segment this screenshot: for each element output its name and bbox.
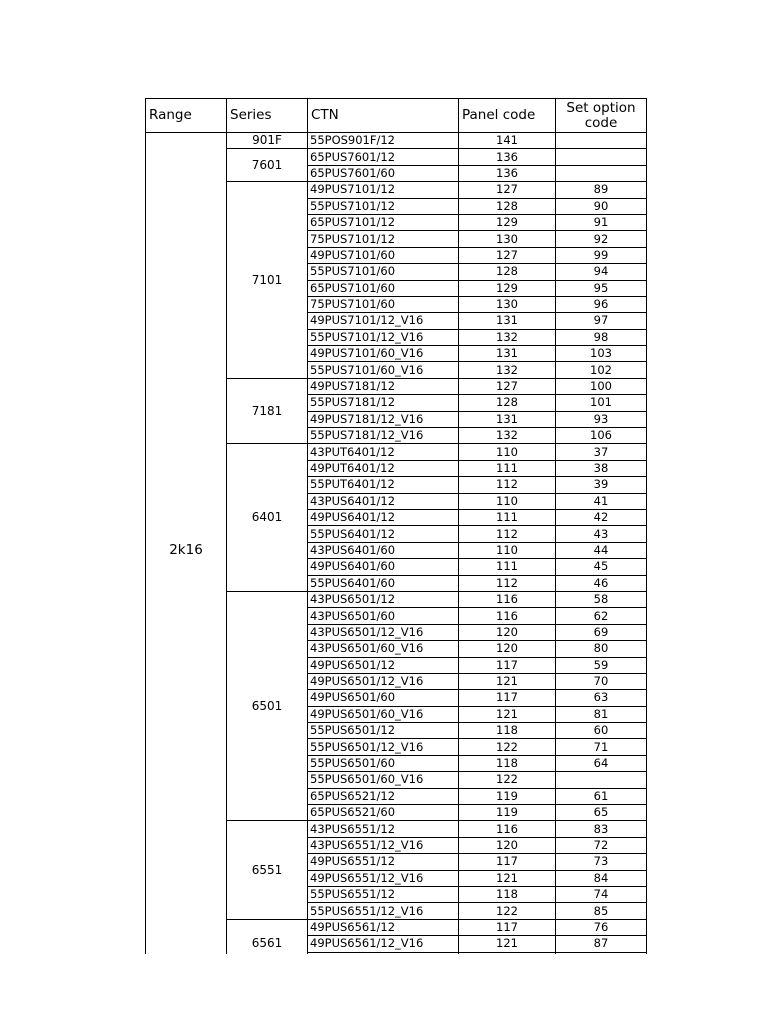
panel-code-cell: 120 xyxy=(459,837,556,853)
panel-code-cell: 120 xyxy=(459,624,556,640)
ctn-cell: 43PUS6401/60 xyxy=(308,542,459,558)
ctn-cell: 65PUS7601/12 xyxy=(308,149,459,165)
ctn-cell: 55PUS7181/12 xyxy=(308,395,459,411)
panel-code-cell xyxy=(459,952,556,954)
set-option-code-cell: 37 xyxy=(556,444,647,460)
ctn-cell: 55PUS7101/12 xyxy=(308,198,459,214)
panel-code-cell: 116 xyxy=(459,608,556,624)
panel-code-cell: 116 xyxy=(459,591,556,607)
set-option-code-cell: 103 xyxy=(556,346,647,362)
panel-code-cell: 112 xyxy=(459,526,556,542)
ctn-cell: 49PUS6401/60 xyxy=(308,559,459,575)
ctn-cell: 65PUS6521/60 xyxy=(308,805,459,821)
set-option-code-cell: 91 xyxy=(556,214,647,230)
series-cell: 6561 xyxy=(227,919,308,954)
set-option-code-cell: 92 xyxy=(556,231,647,247)
ctn-cell: 43PUS6501/60_V16 xyxy=(308,641,459,657)
set-option-code-cell: 69 xyxy=(556,624,647,640)
panel-code-cell: 117 xyxy=(459,854,556,870)
ctn-cell: 55PUS6551/12 xyxy=(308,886,459,902)
panel-code-cell: 127 xyxy=(459,247,556,263)
set-option-code-cell: 101 xyxy=(556,395,647,411)
set-option-code-cell: 61 xyxy=(556,788,647,804)
panel-code-cell: 130 xyxy=(459,296,556,312)
set-option-code-cell: 87 xyxy=(556,936,647,952)
panel-code-cell: 121 xyxy=(459,673,556,689)
panel-code-cell: 141 xyxy=(459,133,556,149)
set-option-code-cell: 84 xyxy=(556,870,647,886)
set-option-code-cell xyxy=(556,149,647,165)
ctn-cell: 49PUS7101/12 xyxy=(308,182,459,198)
ctn-cell: 43PUS6551/12_V16 xyxy=(308,837,459,853)
panel-code-cell: 136 xyxy=(459,149,556,165)
panel-code-cell: 111 xyxy=(459,559,556,575)
panel-code-cell: 130 xyxy=(459,231,556,247)
ctn-cell: 55PUS6501/60_V16 xyxy=(308,772,459,788)
set-option-code-cell: 46 xyxy=(556,575,647,591)
panel-code-cell: 110 xyxy=(459,542,556,558)
panel-code-cell: 127 xyxy=(459,182,556,198)
set-option-code-cell: 44 xyxy=(556,542,647,558)
panel-code-cell: 119 xyxy=(459,788,556,804)
set-option-code-cell: 99 xyxy=(556,247,647,263)
ctn-cell: 55PUS6501/12_V16 xyxy=(308,739,459,755)
ctn-cell xyxy=(308,952,459,954)
ctn-cell: 49PUS6501/60 xyxy=(308,690,459,706)
ctn-cell: 75PUS7101/60 xyxy=(308,296,459,312)
ctn-cell: 55PUS7101/60 xyxy=(308,264,459,280)
header-range: Range xyxy=(146,99,227,133)
ctn-cell: 43PUS6401/12 xyxy=(308,493,459,509)
panel-code-cell: 116 xyxy=(459,821,556,837)
panel-code-cell: 110 xyxy=(459,493,556,509)
panel-code-cell: 122 xyxy=(459,903,556,919)
header-set-option-line2: code xyxy=(584,114,618,131)
set-option-code-cell: 39 xyxy=(556,477,647,493)
set-option-code-cell: 94 xyxy=(556,264,647,280)
panel-code-cell: 122 xyxy=(459,739,556,755)
table-viewport xyxy=(145,98,648,954)
set-option-code-cell: 64 xyxy=(556,755,647,771)
panel-code-cell: 117 xyxy=(459,690,556,706)
set-option-code-cell: 38 xyxy=(556,460,647,476)
table-header xyxy=(146,99,647,133)
set-option-code-cell: 100 xyxy=(556,378,647,394)
ctn-cell: 55PUS6401/12 xyxy=(308,526,459,542)
panel-code-cell: 118 xyxy=(459,755,556,771)
range-cell: 2k16 xyxy=(146,133,227,955)
set-option-code-cell: 81 xyxy=(556,706,647,722)
panel-code-cell: 128 xyxy=(459,264,556,280)
ctn-cell: 49PUS7101/60 xyxy=(308,247,459,263)
ctn-cell: 65PUS7101/60 xyxy=(308,280,459,296)
series-cell: 901F xyxy=(227,133,308,149)
ctn-cell: 49PUS6561/12 xyxy=(308,919,459,935)
set-option-code-cell: 74 xyxy=(556,886,647,902)
panel-code-cell: 119 xyxy=(459,805,556,821)
set-option-code-cell: 73 xyxy=(556,854,647,870)
ctn-cell: 55PUS7101/60_V16 xyxy=(308,362,459,378)
set-option-code-cell: 60 xyxy=(556,723,647,739)
set-option-code-cell: 65 xyxy=(556,805,647,821)
ctn-cell: 65PUS7101/12 xyxy=(308,214,459,230)
set-option-code-cell: 63 xyxy=(556,690,647,706)
panel-code-cell: 111 xyxy=(459,509,556,525)
panel-code-cell: 131 xyxy=(459,411,556,427)
set-option-code-cell: 96 xyxy=(556,296,647,312)
set-option-code-cell: 42 xyxy=(556,509,647,525)
panel-code-cell: 117 xyxy=(459,919,556,935)
ctn-cell: 43PUS6501/12 xyxy=(308,591,459,607)
panel-code-cell: 121 xyxy=(459,870,556,886)
ctn-cell: 55PUS6501/60 xyxy=(308,755,459,771)
ctn-cell: 49PUS6561/12_V16 xyxy=(308,936,459,952)
set-option-code-cell: 62 xyxy=(556,608,647,624)
set-option-code-cell: 95 xyxy=(556,280,647,296)
set-option-code-cell xyxy=(556,133,647,149)
panel-code-cell: 121 xyxy=(459,706,556,722)
series-cell: 7181 xyxy=(227,378,308,444)
series-cell: 6551 xyxy=(227,821,308,919)
ctn-cell: 55PUS6501/12 xyxy=(308,723,459,739)
set-option-code-cell: 59 xyxy=(556,657,647,673)
panel-code-cell: 120 xyxy=(459,641,556,657)
set-option-code-cell: 43 xyxy=(556,526,647,542)
panel-code-cell: 110 xyxy=(459,444,556,460)
set-option-code-cell: 58 xyxy=(556,591,647,607)
ctn-cell: 55PUT6401/12 xyxy=(308,477,459,493)
ctn-cell: 49PUS7101/60_V16 xyxy=(308,346,459,362)
ctn-cell: 75PUS7101/12 xyxy=(308,231,459,247)
set-option-code-cell xyxy=(556,772,647,788)
panel-code-cell: 131 xyxy=(459,313,556,329)
ctn-cell: 55PUS6401/60 xyxy=(308,575,459,591)
panel-code-cell: 129 xyxy=(459,214,556,230)
panel-code-cell: 112 xyxy=(459,575,556,591)
series-cell: 7601 xyxy=(227,149,308,182)
ctn-cell: 55PUS6551/12_V16 xyxy=(308,903,459,919)
ctn-cell: 43PUT6401/12 xyxy=(308,444,459,460)
set-option-code-cell: 106 xyxy=(556,428,647,444)
header-set-option-code xyxy=(556,99,647,133)
header-set-option-line1: Set option xyxy=(566,99,636,116)
panel-code-cell: 118 xyxy=(459,886,556,902)
panel-code-cell: 117 xyxy=(459,657,556,673)
set-option-code-cell: 89 xyxy=(556,182,647,198)
ctn-cell: 43PUS6501/60 xyxy=(308,608,459,624)
ctn-cell: 55PUS7181/12_V16 xyxy=(308,428,459,444)
panel-code-cell: 132 xyxy=(459,329,556,345)
panel-code-cell: 111 xyxy=(459,460,556,476)
header-row xyxy=(146,99,647,133)
series-cell: 6401 xyxy=(227,444,308,592)
header-series: Series xyxy=(227,99,308,133)
set-option-code-cell: 97 xyxy=(556,313,647,329)
set-option-code-cell: 93 xyxy=(556,411,647,427)
set-option-code-cell: 72 xyxy=(556,837,647,853)
panel-code-cell: 112 xyxy=(459,477,556,493)
ctn-cell: 49PUS6551/12 xyxy=(308,854,459,870)
panel-code-cell: 121 xyxy=(459,936,556,952)
panel-code-cell: 122 xyxy=(459,772,556,788)
panel-code-cell: 132 xyxy=(459,362,556,378)
series-cell: 7101 xyxy=(227,182,308,379)
set-option-code-cell: 80 xyxy=(556,641,647,657)
header-panel-code: Panel code xyxy=(459,99,556,133)
panel-code-cell: 127 xyxy=(459,378,556,394)
ctn-cell: 49PUS6501/12 xyxy=(308,657,459,673)
set-option-code-cell xyxy=(556,165,647,181)
set-option-code-cell: 83 xyxy=(556,821,647,837)
product-table xyxy=(145,98,647,954)
panel-code-cell: 131 xyxy=(459,346,556,362)
series-cell: 6501 xyxy=(227,591,308,820)
ctn-cell: 65PUS6521/12 xyxy=(308,788,459,804)
set-option-code-cell: 76 xyxy=(556,919,647,935)
ctn-cell: 49PUS6501/12_V16 xyxy=(308,673,459,689)
ctn-cell: 55POS901F/12 xyxy=(308,133,459,149)
ctn-cell: 49PUS7101/12_V16 xyxy=(308,313,459,329)
ctn-cell: 65PUS7601/60 xyxy=(308,165,459,181)
panel-code-cell: 128 xyxy=(459,395,556,411)
set-option-code-cell: 90 xyxy=(556,198,647,214)
ctn-cell: 49PUS7181/12 xyxy=(308,378,459,394)
set-option-code-cell: 102 xyxy=(556,362,647,378)
panel-code-cell: 118 xyxy=(459,723,556,739)
panel-code-cell: 132 xyxy=(459,428,556,444)
ctn-cell: 43PUS6501/12_V16 xyxy=(308,624,459,640)
ctn-cell: 49PUS6401/12 xyxy=(308,509,459,525)
header-ctn: CTN xyxy=(308,99,459,133)
ctn-cell: 43PUS6551/12 xyxy=(308,821,459,837)
panel-code-cell: 136 xyxy=(459,165,556,181)
set-option-code-cell: 98 xyxy=(556,329,647,345)
table-row xyxy=(146,133,647,149)
ctn-cell: 49PUT6401/12 xyxy=(308,460,459,476)
ctn-cell: 55PUS7101/12_V16 xyxy=(308,329,459,345)
table-body xyxy=(146,133,647,955)
set-option-code-cell: 71 xyxy=(556,739,647,755)
ctn-cell: 49PUS6551/12_V16 xyxy=(308,870,459,886)
ctn-cell: 49PUS6501/60_V16 xyxy=(308,706,459,722)
set-option-code-cell: 41 xyxy=(556,493,647,509)
ctn-cell: 49PUS7181/12_V16 xyxy=(308,411,459,427)
panel-code-cell: 129 xyxy=(459,280,556,296)
set-option-code-cell xyxy=(556,952,647,954)
set-option-code-cell: 45 xyxy=(556,559,647,575)
panel-code-cell: 128 xyxy=(459,198,556,214)
set-option-code-cell: 70 xyxy=(556,673,647,689)
set-option-code-cell: 85 xyxy=(556,903,647,919)
